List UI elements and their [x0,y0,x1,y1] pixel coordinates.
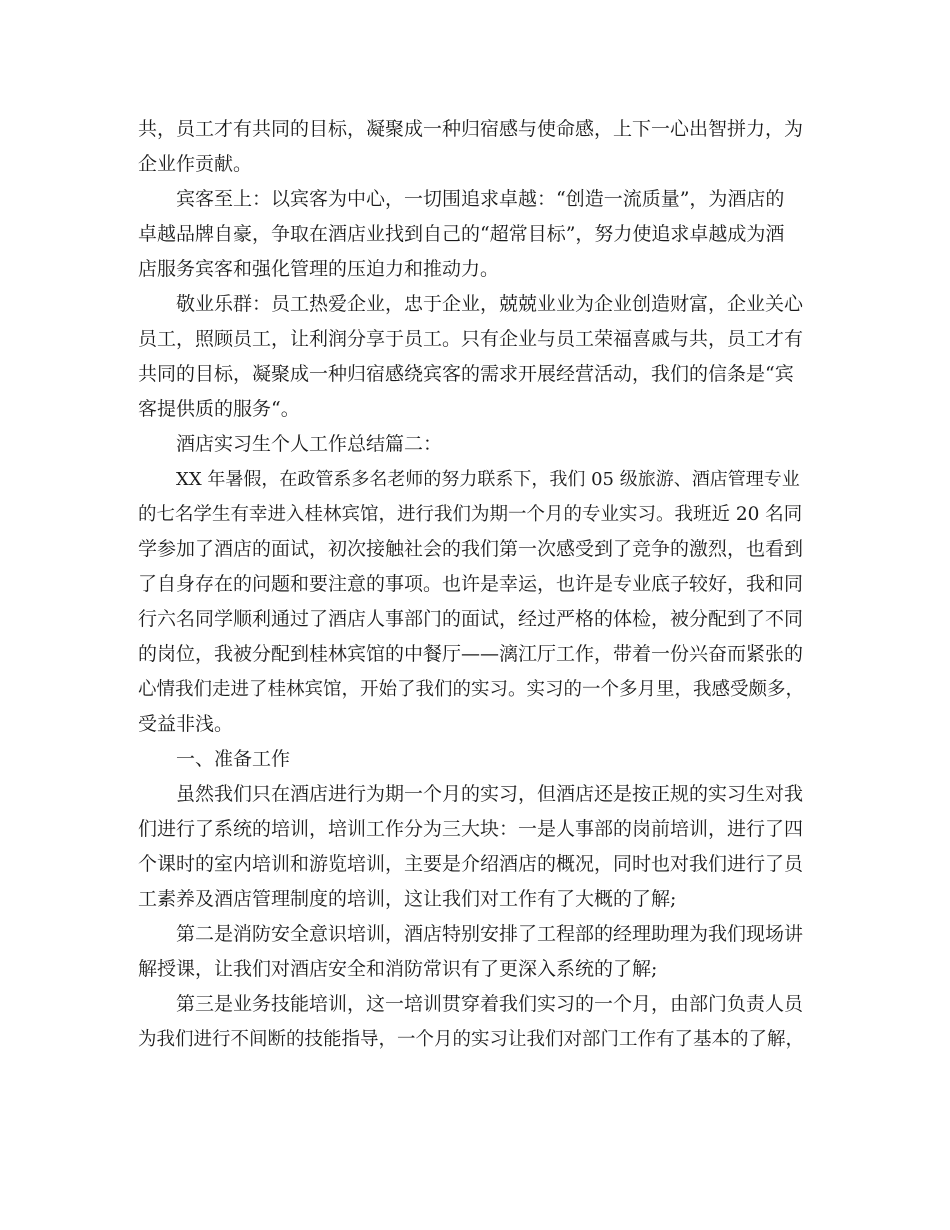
text-line: 员工，照顾员工，让利润分享于员工。只有企业与员工荣福喜戚与共，员工才有 [138,328,804,350]
text-line: 心情我们走进了桂林宾馆，开始了我们的实习。实习的一个多月里，我感受颇多， [138,679,805,700]
paragraph-start-line: XX 年暑假，在政管系多名老师的努力联系下，我们 05 级旅游、酒店管理专业 [176,469,800,490]
text-line: 的岗位，我被分配到桂林宾馆的中餐厅——漓江厅工作，带着一份兴奋而紧张的 [138,643,804,665]
text-line: 为我们进行不间断的技能指导，一个月的实习让我们对部门工作有了基本的了解， [138,1029,805,1050]
document-body [138,112,804,1057]
text-line: 工素养及酒店管理制度的培训，这让我们对工作有了大概的了解; [138,888,677,910]
text-line: 的七名学生有幸进入桂林宾馆，进行我们为期一个月的专业实习。我班近 20 名同 [138,504,803,525]
section-heading: 酒店实习生个人工作总结篇二： [176,433,443,455]
text-line: 卓越品牌自豪，争取在酒店业找到自己的“超常目标”，努力使追求卓越成为酒 [138,223,785,245]
text-line: 学参加了酒店的面试，初次接触社会的我们第一次感受到了竞争的激烈，也看到 [138,538,804,560]
text-line: 们进行了系统的培训，培训工作分为三大块：一是人事部的岗前培训，进行了四 [138,818,804,840]
text-line: 受益非浅。 [138,713,234,735]
paragraph-start-line: 敬业乐群：员工热爱企业，忠于企业，兢兢业业为企业创造财富，企业关心 [176,293,804,315]
text-line: 行六名同学顺利通过了酒店人事部门的面试，经过严格的体检，被分配到了不同 [138,608,804,630]
text-line: 企业作贡献。 [138,153,253,175]
text-line: 共同的目标，凝聚成一种归宿感绕宾客的需求开展经营活动，我们的信条是“宾 [138,363,794,385]
text-line: 客提供质的服务“。 [138,398,300,420]
paragraph-start-line: 第二是消防安全意识培训，酒店特别安排了工程部的经理助理为我们现场讲 [176,923,804,945]
paragraph-start-line: 宾客至上：以宾客为中心，一切围追求卓越：“创造一流质量”，为酒店的 [176,188,785,210]
subsection-heading: 一、准备工作 [176,748,291,770]
paragraph-start-line: 第三是业务技能培训，这一培训贯穿着我们实习的一个月，由部门负责人员 [176,993,804,1015]
text-line: 个课时的室内培训和游览培训，主要是介绍酒店的概况，同时也对我们进行了员 [138,853,804,875]
text-line: 了自身存在的问题和要注意的事项。也许是幸运，也许是专业底子较好，我和同 [138,573,804,595]
text-line: 共，员工才有共同的目标，凝聚成一种归宿感与使命感，上下一心出智拼力，为 [138,118,804,140]
paragraph-start-line: 虽然我们只在酒店进行为期一个月的实习，但酒店还是按正规的实习生对我 [176,783,804,805]
text-line: 店服务宾客和强化管理的压迫力和推动力。 [138,258,500,280]
text-line: 解授课，让我们对酒店安全和消防常识有了更深入系统的了解; [138,958,658,980]
